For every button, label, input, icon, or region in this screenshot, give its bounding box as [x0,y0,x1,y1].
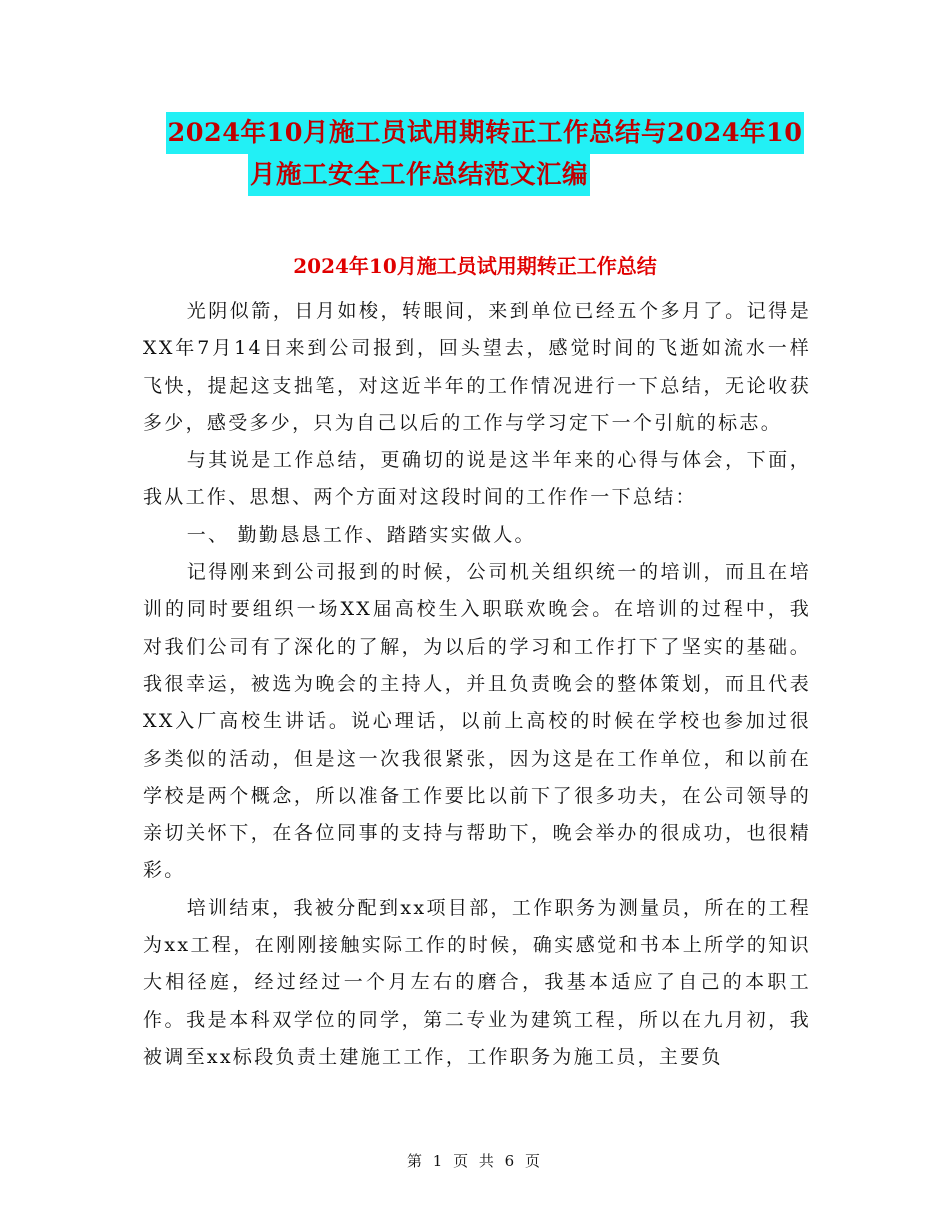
paragraph-4: 培训结束，我被分配到xx项目部，工作职务为测量员，所在的工程为xx工程，在刚刚接触实际工作的时候，确实感觉和书本上所学的知识大相径庭，经过经过一个月左右的磨合，我基本适应了自己的本职工作。我是本科双学位的同学，第二专业为建筑工程，所以在九月初，我被调至xx标段负责土建施工工作，工作职务为施工员，主要负 [143,896,811,1068]
document-title-line-2: 月施工安全工作总结范文汇编 [248,154,590,196]
document-body [143,293,811,1076]
document-title-line-1: 2024年10月施工员试用期转正工作总结与2024年10 [166,112,805,154]
section-title: 2024年10月施工员试用期转正工作总结 [293,254,657,278]
document-title [140,112,830,190]
paragraph-heading-1: 一、 勤勤恳恳工作、踏踏实实做人。 [186,523,536,546]
paragraph-3: 记得刚来到公司报到的时候，公司机关组织统一的培训，而且在培训的同时要组织一场XX届高校生入职联欢晚会。在培训的过程中，我对我们公司有了深化的了解，为以后的学习和工作打下了坚实的基础。我很幸运，被选为晚会的主持人，并且负责晚会的整体策划，而且代表XX入厂高校生讲话。说心理话，以前上高校的时候在学校也参加过很多类似的活动，但是这一次我很紧张，因为这是在工作单位，和以前在学校是两个概念，所以准备工作要比以前下了很多功夫，在公司领导的亲切关怀下，在各位同事的支持与帮助下，晚会举办的很成功，也很精彩。 [143,561,811,882]
paragraph-1: 光阴似箭，日月如梭，转眼间，来到单位已经五个多月了。记得是XX年7月14日来到公司报到，回头望去，感觉时间的飞逝如流水一样飞快，提起这支拙笔，对这近半年的工作情况进行一下总结，无论收获多少，感受多少，只为自己以后的工作与学习定下一个引航的标志。 [143,300,811,434]
paragraph-2: 与其说是工作总结，更确切的说是这半年来的心得与体会，下面，我从工作、思想、两个方面对这段时间的工作作一下总结： [143,449,811,509]
page-number-footer: 第 1 页 共 6 页 [407,1152,543,1170]
document-title-line-2-wrapper [140,154,830,196]
